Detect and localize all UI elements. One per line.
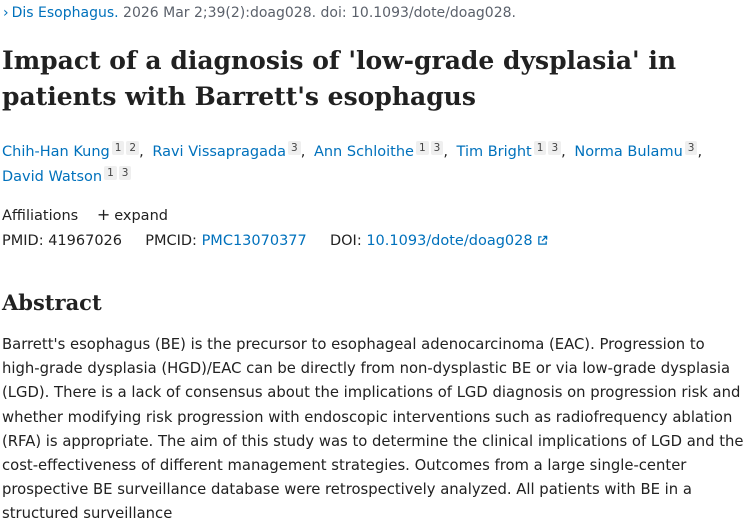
author-separator: , — [139, 144, 144, 160]
doi-label: DOI: — [329, 233, 362, 249]
external-link-icon — [537, 235, 548, 246]
doi-value: 10.1093/dote/doag028 — [366, 233, 533, 249]
pmcid-label: PMCID: — [145, 233, 197, 249]
author-list — [2, 140, 742, 190]
affiliations-label: Affiliations — [2, 208, 79, 224]
pmid-value: 41967026 — [48, 233, 123, 249]
expand-label: expand — [114, 208, 168, 224]
chevron-right-icon[interactable]: › — [3, 5, 9, 21]
affiliation-ref[interactable]: 1 — [112, 141, 125, 155]
author-link[interactable]: Ann Schloithe — [313, 144, 414, 160]
affiliation-ref[interactable]: 3 — [685, 141, 698, 155]
identifiers-row — [2, 233, 548, 249]
citation-details: 2026 Mar 2;39(2):doag028. doi: 10.1093/dote/doag028. — [123, 5, 516, 21]
doi-link[interactable] — [366, 233, 547, 249]
affiliation-ref[interactable]: 1 — [534, 141, 547, 155]
abstract-text: Barrett's esophagus (BE) is the precursor to esophageal adenocarcinoma (EAC). Progression to high-grade dysplasia (HGD)/EAC can be directly from non-dysplastic BE or via low-grade dysplasia (LGD). There is a lack of consensus about the implications of LGD diagnosis on progression risk and whether modifying risk progression with endoscopic interventions such as radiofrequency ablation (RFA) is appropriate. The aim of this study was to determine the clinical implications of LGD and the cost-effectiveness of different management strategies. Outcomes from a large single-center prospective BE surveillance database were retrospectively analyzed. All patients with BE in a structured surveillance — [2, 336, 744, 523]
author-separator: , — [697, 144, 703, 160]
affiliation-ref[interactable]: 3 — [431, 141, 444, 155]
author-entry — [2, 144, 148, 160]
author-entry — [2, 169, 131, 185]
author-link[interactable]: David Watson — [2, 169, 103, 185]
citation-line — [3, 5, 516, 21]
affiliation-ref[interactable]: 3 — [288, 141, 301, 155]
affiliation-ref[interactable]: 3 — [548, 141, 561, 155]
affiliation-ref[interactable]: 1 — [416, 141, 429, 155]
author-link[interactable]: Tim Bright — [456, 144, 532, 160]
author-link[interactable]: Norma Bulamu — [574, 144, 683, 160]
affiliation-ref[interactable]: 3 — [119, 166, 132, 180]
article-title: Impact of a diagnosis of 'low-grade dysplasia' in patients with Barrett's esophagus — [2, 46, 677, 111]
author-entry — [314, 144, 452, 160]
plus-icon: + — [96, 205, 111, 224]
pmid-label: PMID: — [2, 233, 44, 249]
author-entry — [457, 144, 570, 160]
journal-link[interactable]: Dis Esophagus. — [11, 5, 119, 21]
pmcid-link[interactable]: PMC13070377 — [201, 233, 307, 249]
affiliation-ref[interactable]: 1 — [104, 166, 117, 180]
author-link[interactable]: Ravi Vissapragada — [152, 144, 287, 160]
author-entry — [152, 144, 309, 160]
author-link[interactable]: Chih-Han Kung — [2, 144, 110, 160]
affiliations-row — [2, 205, 168, 224]
abstract-heading: Abstract — [2, 290, 102, 315]
author-entry — [574, 144, 706, 160]
expand-affiliations-button[interactable] — [96, 205, 168, 224]
author-separator: , — [443, 144, 448, 160]
author-separator: , — [300, 144, 306, 160]
author-separator: , — [561, 144, 566, 160]
affiliation-ref[interactable]: 2 — [126, 141, 139, 155]
